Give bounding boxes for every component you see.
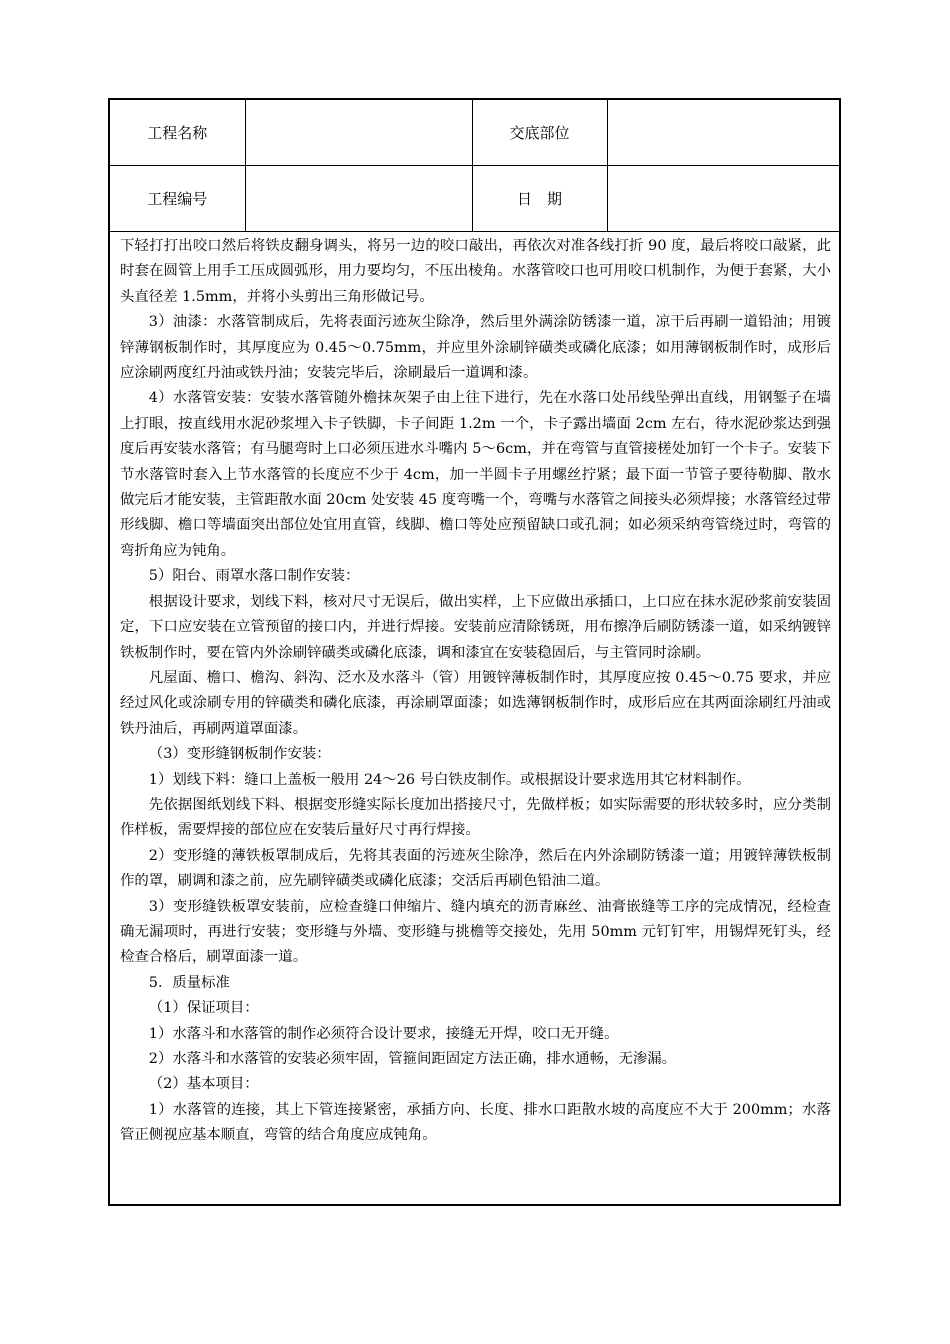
paragraph: 3）变形缝铁板罩安装前，应检查缝口伸缩片、缝内填充的沥青麻丝、油膏嵌缝等工序的完成情况，经检查确无漏项时，再进行安装；变形缝与外墙、变形缝与挑檐等交接处，先用 50mm 元钉钉牢，用锡焊死钉头，经检查合格后，刷罩面漆一道。 (120, 898, 831, 966)
section-heading: 5．质量标准 (148, 974, 230, 991)
paragraph: 先依据图纸划线下料、根据变形缝实际长度加出搭接尺寸，先做样板；如实际需要的形状较多时，应分类制作样板，需要焊接的部位应在安装后量好尺寸再行焊接。 (120, 796, 831, 839)
part-value (607, 100, 839, 166)
section-heading: （2）基本项目： (148, 1076, 259, 1093)
part-label: 交底部位 (472, 100, 607, 166)
paragraph: 3）油漆：水落管制成后，先将表面污迹灰尘除净，然后里外满涂防锈漆一道，凉干后再刷一道铅油；用镀锌薄钢板制作时，其厚度应为 0.45～0.75mm，并应里外涂刷锌磺类或磷化底漆；如用薄钢板制作时，成形后应涂刷两度红丹油或铁丹油；安装完毕后，涂刷最后一道调和漆。 (120, 314, 831, 382)
paragraph: 4）水落管安装：安装水落管随外檐抹灰架子由上往下进行，先在水落口处吊线坠弹出直线，用钢錾子在墙上打眼，按直线用水泥砂浆埋入卡子铁脚，卡子间距 1.2m 一个，卡子露出墙面 2cm 左右，待水泥砂浆达到强度后再安装水落管；有马腿弯时上口必须压进水斗嘴内 5～6cm，并在弯管与直管接槎处加钉一个卡子。安装下节水落管时套入上节水落管的长度应不少于 4cm，加一半圆卡子用螺丝拧紧；最下面一节管子要待勒脚、散水做完后才能安装，主管距散水面 20cm 处安装 45 度弯嘴一个，弯嘴与水落管之间接头必须焊接；水落管经过带形线脚、檐口等墙面突出部位处宜用直管，线脚、檐口等处应预留缺口或孔洞；如必须采纳弯管绕过时，弯管的弯折角应为钝角。 (120, 390, 831, 559)
project-name-label: 工程名称 (110, 100, 245, 166)
section-heading: （3）变形缝钢板制作安装： (148, 746, 331, 763)
paragraph: 5）阳台、雨罩水落口制作安装： (148, 568, 360, 585)
date-value (607, 166, 839, 232)
paragraph: 1）水落管的连接，其上下管连接紧密，承插方向、长度、排水口距散水坡的高度应不大于 200mm；水落管正侧视应基本顺直，弯管的结合角度应成钝角。 (120, 1101, 831, 1144)
paragraph: 凡屋面、檐口、檐沟、斜沟、泛水及水落斗（管）用镀锌薄板制作时，其厚度应按 0.45～0.75 要求，并应经过风化或涂刷专用的锌磺类和磷化底漆，再涂刷罩面漆；如选薄钢板制作时，成形后应在其两面涂刷红丹油或铁丹油后，再刷两道罩面漆。 (120, 669, 831, 737)
section-heading: （1）保证项目： (148, 1000, 259, 1017)
paragraph: 下轻打打出咬口然后将铁皮翻身调头，将另一边的咬口敲出，再依次对准各线打折 90 度，最后将咬口敲紧，此时套在圆管上用手工压成圆弧形，用力要均匀，不压出棱角。水落管咬口也可用咬口机制作，为便于套紧，大小头直径差 1.5mm，并将小头剪出三角形做记号。 (120, 238, 831, 305)
paragraph: 1）水落斗和水落管的制作必须符合设计要求，接缝无开焊，咬口无开缝。 (148, 1025, 619, 1042)
header-row-1 (110, 100, 839, 166)
paragraph: 根据设计要求，划线下料，核对尺寸无误后，做出实样，上下应做出承插口，上口应在抹水泥砂浆前安装固定，下口应安装在立管预留的接口内，并进行焊接。安装前应清除锈斑，用布擦净后刷防锈漆一道，如采纳镀锌铁板制作时，要在管内外涂刷锌磺类或磷化底漆，调和漆宜在安装稳固后，与主管同时涂刷。 (120, 593, 831, 661)
project-no-value (245, 166, 472, 232)
paragraph: 2）水落斗和水落管的安装必须牢固，管箍间距固定方法正确，排水通畅，无渗漏。 (148, 1051, 677, 1067)
paragraph: 2）变形缝的薄铁板罩制成后，先将其表面的污迹灰尘除净，然后在内外涂刷防锈漆一道；用镀锌薄铁板制作的罩，刷调和漆之前，应先刷锌磺类或磷化底漆；交活后再刷色铅油二道。 (120, 847, 831, 890)
date-label: 日 期 (472, 166, 607, 232)
project-no-label: 工程编号 (110, 166, 245, 232)
document-frame (108, 98, 841, 1206)
paragraph: 1）划线下料：缝口上盖板一般用 24～26 号白铁皮制作。或根据设计要求选用其它材料制作。 (148, 771, 751, 788)
body-text (120, 234, 831, 1149)
project-name-value (245, 100, 472, 166)
header-row-2 (110, 166, 839, 232)
header-table (110, 100, 839, 232)
